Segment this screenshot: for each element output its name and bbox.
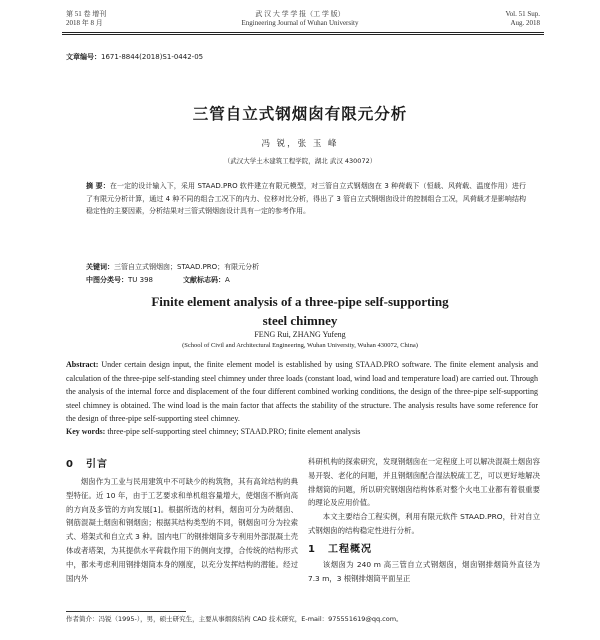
affiliation-en: (School of Civil and Architectural Engineering, Wuhan University, Wuhan 430072, China) [182,342,418,349]
keywords-cn-label: 关键词： [86,263,114,271]
keywords-en-text: three-pipe self-supporting steel chimney; STAAD.PRO; finite element analysis [107,427,361,436]
english-title-line2: steel chimney [262,313,338,328]
header-center-line2: Engineering Journal of Wuhan University [241,19,359,27]
section-title: 工程概况 [328,543,372,555]
doc-code-label: 文献标志码： [183,276,225,284]
clc-label: 中图分类号： [86,276,128,284]
abstract-cn-label: 摘 要： [86,182,110,190]
page-title: 三管自立式钢烟囱有限元分析 [192,105,408,123]
journal-volume-en [506,10,541,28]
english-title [0,292,600,330]
authors-en: FENG Rui, ZHANG Yufeng [254,330,346,339]
header-left-line2: 2018 年 8 月 [66,19,103,27]
author-footnote: 作者简介：冯锐（1995-），男，硕士研究生，主要从事烟囱结构 CAD 技术研究，E-mail：975551619@qq.com。 [66,615,403,623]
paragraph: 该烟囱为 240 m 高三管自立式钢烟囱，烟囱钢排烟筒外直径为 7.3 m，3 根钢排烟筒平面呈正 [308,559,540,583]
keywords-en [66,426,538,438]
abstract-en-label: Abstract: [66,360,99,369]
article-number-value: 1671-8844(2018)S1-0442-05 [101,53,204,61]
body-column-right [308,455,540,585]
header-center-line1: 武 汉 大 学 学 报（工 学 版） [255,10,345,18]
section-number: 0 [66,459,74,470]
doc-code-value: A [225,276,230,284]
body-column-left [66,455,298,585]
authors-cn: 冯 锐，张 玉 峰 [261,139,339,149]
classification-line [86,274,230,286]
section-heading-overview [308,540,540,555]
header-right-line1: Vol. 51 Sup. [505,10,540,18]
header-rule [62,32,544,33]
english-title-line1: Finite element analysis of a three-pipe self-supporting [151,294,449,309]
abstract-en-text: Under certain design input, the finite element model is established by using STAAD.PRO software. The finite element analysis and calculation of the three-pipe self-standing steel chimney under three loads (constant load, wind load and temperature load) are carried out. Through the analysis of the internal force and displacement of the four different combined working conditions, the design of the three-pipe self-supporting steel chimney is obtained. The wind load is the main factor that affects the stability of the structure. The analysis results have some reference for the design of three-pipe self-supporting steel chimney. [66,360,539,424]
section-number: 1 [308,543,316,555]
article-number-label: 文章编号： [66,53,101,61]
keywords-cn-text: 三管自立式钢烟囱；STAAD.PRO；有限元分析 [114,263,260,271]
abstract-en [66,358,538,426]
abstract-cn-text: 在一定的设计输入下，采用 STAAD.PRO 软件建立有限元模型，对三管自立式钢烟囱在 3 种荷载下（恒载、风荷载、温度作用）进行了有限元分析计算，通过 4 种不同的组合工况下的内力、位移对比分析，得出了 3 管自立式钢烟囱设计的控制组合工况，风荷载才是影响结构稳定性的主要因素，分析结果对三管式钢烟囱设计具有一定的参考作用。 [86,182,526,215]
section-heading-intro [66,455,298,470]
paragraph: 科研机构的探索研究，发现钢烟囱在一定程度上可以解决混凝土烟囱容易开裂、老化的问题，并且钢烟囱配合湿法脱硫工艺，可以更好地解决排烟筒的问题，所以研究钢烟囱结构体系对整个火电工业都有着很重要的理论及应用价值。 [308,457,540,508]
abstract-cn [86,180,526,218]
header-left-line1: 第 51 卷 增刊 [66,10,107,18]
affiliation-cn: （武汉大学土木建筑工程学院，湖北 武汉 430072） [223,157,377,165]
clc-value: TU 398 [128,276,153,284]
paragraph: 本文主要结合工程实例，利用有限元软件 STAAD.PRO，针对自立式钢烟囱的结构稳定性进行分析。 [308,512,540,535]
footnote-rule [66,611,186,612]
paragraph: 烟囱作为工业与民用建筑中不可缺少的构筑物，其有高耸结构的典型特征。近 10 年，由于工艺要求和单机组容量增大，使烟囱不断向高的方向及多管的方向发展[1]。根据所选的材料，烟囱可分为砖烟囱、钢筋混凝土烟囱和钢烟囱；根据其结构类型的不同，钢烟囱可分为拉索式、塔架式和自立式 3 种。国内电厂的钢排烟筒多专利用外部混凝土壳体或者塔架，为其提供水平荷载作用下的侧向支撑，合传统的结构形式中，都未考虑利用钢排烟筒本身的刚度，以充分发挥结构的潜能。经过国内外 [66,477,298,583]
article-number [66,52,203,62]
header-right-line2: Aug. 2018 [510,19,540,27]
keywords-en-label: Key words: [66,427,106,436]
header-rule-double [62,34,544,35]
section-title: 引言 [86,459,108,470]
keywords-cn [86,261,526,273]
